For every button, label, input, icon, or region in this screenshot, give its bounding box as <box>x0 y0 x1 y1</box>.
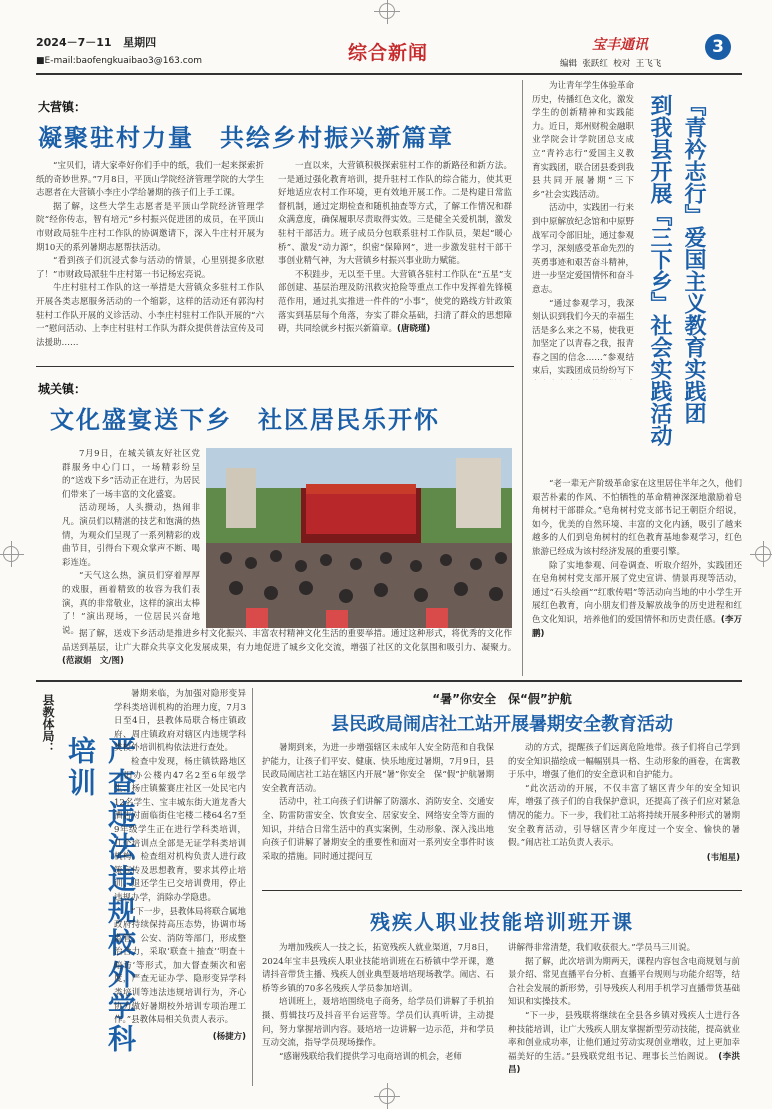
paragraph: 据了解，此次培训为期两天，课程内容包含电商规划与前景介绍、常见直播平台分析、直播平台规则与功能介绍等，结合社会发展的新形势，引导残疾人利用手机学习直播带货基础知识和实操技术。 <box>508 956 740 1008</box>
article-headline: 文化盛宴送下乡 社区居民乐开怀 <box>50 406 440 434</box>
paragraph: “天气这么热，演员们穿着厚厚的戏服，画着精致的妆容为我们表演，真的非常敬业，这样的演出太棒了！”演出现场，一位居民兴奋地说。 <box>62 571 200 636</box>
paragraph: 讲解得非常清楚，我们收获很大。”学员马三川说。 <box>508 943 696 953</box>
paragraph: “宝贝们，请大家牵好你们手中的纸，我们一起来探索折纸的奇妙世界。”7月8日，平顶山学院经济管理学院的大学生志愿者在大营镇小李庄小学给暑期的孩子们上手工课。 <box>36 161 264 199</box>
paragraph: 暑期来临，为加强对隐形变异学科类培训机构的治理力度，7月3日至4日，县教体局联合杨庄镇政府、周庄镇政府对辖区内违规学科类校外培训机构依法进行查处。 <box>114 689 246 754</box>
paragraph: 检查中发现，杨庄镇铁路地区一旧办公楼内47名2至6年级学生、杨庄镇鳌赛庄社区一处民宅内12名学生、宝丰城东街大道龙香大酒店对面临街住宅楼二楼64名7至9年级学生正在进行学科类培训，几个培训点全部是无证学科类培训机构。检查组对机构负责人进行政策宣传及思想教育，要求其停止培训、退还学生已交培训费用，停止违规办学，消除办学隐患。 <box>114 756 246 903</box>
divider <box>36 366 514 367</box>
divider-horizontal <box>36 680 742 682</box>
paragraph <box>532 560 742 642</box>
article-headline: 凝聚驻村力量 共绘乡村振兴新篇章 <box>38 124 454 152</box>
paragraph <box>62 628 512 669</box>
article-kicker: 城关镇： <box>38 382 87 396</box>
divider-vertical-bottom <box>252 688 253 1086</box>
paragraph: “下一步，县教体局将联合属地政府持续保持高压态势，协调市场监管、公安、消防等部门，形成整治合力，采取‘联查＋抽查’‘明查＋暗访’等形式，加大督查频次和密度，严查无证办学、隐形变异学科类培训等违法违规培训行为，齐心协力做好暑期校外培训专项治理工作。”县教体局相关负责人表示。 <box>114 906 246 1026</box>
article-canjiren-peixun <box>262 896 742 1086</box>
article-headline: 县民政局闹店社工站开展暑期安全教育活动 <box>331 714 673 735</box>
article-naodian-shegongzhan <box>262 688 742 878</box>
article-body <box>532 80 634 380</box>
registration-mark-top <box>379 3 395 19</box>
issue-date <box>36 34 156 50</box>
divider <box>262 890 742 891</box>
newspaper-logo: 宝丰通讯 <box>592 37 648 53</box>
article-column-1 <box>36 160 264 350</box>
paragraph: 一直以来，大营镇积极探索驻村工作的新路径和新方法。一是通过强化教育培训，提升驻村工作队的综合能力，使其更好地适应农村工作环境，更有效地开展工作。二是构建日常监督机制，通过定期检查和随机抽查等方式，了解工作情况和群众满意度，确保履职尽责取得实效。三是健全关爱机制，激发驻村干部活力。班子成员分包联系驻村工作队员，架起“暖心桥”、激发“动力源”，织密“保障网”，进一步激发驻村干部干事创业精气神，为大营镇乡村振兴事业助力赋能。 <box>278 161 512 267</box>
paragraph: 据了解，这些大学生志愿者是平顶山学院经济管理学院“经你传志，智有培元”乡村振兴促进团的成员，在平顶山市财政局驻牛庄村工作队的协调邀请下，深入牛庄村开展为期10天的系列暑期志愿帮扶活动。 <box>36 201 264 253</box>
article-column-1 <box>262 742 494 864</box>
paragraph: 活动中，实践团一行来到中原解放纪念馆和中原野战军司令部旧址，通过参观学习，深刻感受革命先烈的英勇事迹和艰苦奋斗精神，进一步坚定爱国情怀和奋斗意志。 <box>532 203 634 295</box>
paragraph <box>278 269 512 337</box>
article-column-2 <box>508 942 740 1078</box>
article-headline-vertical <box>642 94 710 494</box>
date-text: 2024－7－11 <box>36 36 112 49</box>
author-credit: (李洪昌) <box>508 1051 740 1076</box>
paragraph-text: 不积跬步，无以至千里。大营镇各驻村工作队在“五星”支部创建、基层治理及防汛救灾抢险等重点工作中发挥着先锋模范作用，通过扎实推进一件件的“小事”，使党的路线方针政策落实到基层每个角落，夯实了群众基础，扫清了群众的思想障碍，共同绘就乡村振兴新篇章。 <box>278 269 512 335</box>
article-body <box>114 688 246 1042</box>
author-credit: (李万鹏) <box>532 614 742 639</box>
article-column-1 <box>262 942 494 1064</box>
article-kicker: 县教体局： <box>41 694 55 754</box>
paragraph: “看到孩子们沉浸式参与活动的情景，心里别提多欣慰了！”市财政局派驻牛庄村第一书记杨宏亮说。 <box>36 256 264 280</box>
article-jiaotiju <box>36 688 246 1086</box>
article-qingjinzhixing <box>532 80 742 676</box>
author-credit: (韦旭星) <box>706 852 740 863</box>
paragraph: 暑期到来，为进一步增强辖区未成年人安全防范和自我保护能力，让孩子们平安、健康、快乐地度过暑期，7月9日，县民政局闹店社工站在辖区内开展“暑”你安全 保“假”护航暑期安全教育活动。 <box>262 743 494 794</box>
article-photo <box>206 448 512 628</box>
paragraph-text: 据了解，送戏下乡活动是推进乡村文化振兴、丰富农村精神文化生活的重要举措。通过这种形式，将优秀的文化作品送到基层，让广大群众共享 <box>62 629 512 653</box>
registration-mark-left <box>3 546 19 562</box>
author-credit: (范淑娟 文/图) <box>62 656 124 667</box>
paragraph: 活动现场，人头攒动，热闹非凡。演员们以精湛的技艺和饱满的热情，为观众们呈现了一系列精彩的戏曲节目，引得台下观众掌声不断、喝彩连连。 <box>62 503 200 568</box>
header-rule <box>36 73 742 75</box>
article-chengguanzhen <box>36 370 514 670</box>
paragraph: 牛庄村驻村工作队的这一举措是大营镇众多驻村工作队开展各类志愿服务活动的一个缩影，这样的活动还有郭沟村驻村工作队开展的义诊活动、小李庄村驻村工作队开展的“六一”慰问活动、上李庄村驻村工作队为群众提供普法宣传及司法援助…… <box>36 283 264 348</box>
paragraph: 活动中，社工向孩子们讲解了防溺水、消防安全、交通安全、防雷防雷安全、饮食安全、居家安全、网络安全等方面的知识，并结合日常生活中的真实案例，生动形象、深入浅出地向孩子们讲解了暑期安全的重要性和面对一系列安全事件时该采取的措施。同时通过提问互 <box>262 797 494 862</box>
paragraph: “老一辈无产阶级革命家在这里居住半年之久，他们艰苦朴素的作风、不怕牺牲的革命精神深深地激励着皂角树村干部群众。”皂角树村党支部书记王朝臣介绍说，如今，优美的自然环境、丰富的文化内涵，吸引了越来越多的人们到皂角树村的红色教育基地参观学习，红色旅游已经成为该村经济发展的重要引擎。 <box>532 479 742 557</box>
paragraph: “通过参观学习，我深刻认识到我们今天的幸福生活是多么来之不易，使我更加坚定了以青春之我，报青春之国的信念……”参观结束后，实践团成员纷纷写下 <box>532 298 634 377</box>
author-credit: (杨捷方) <box>212 1031 246 1042</box>
article-column-2 <box>508 742 740 863</box>
page-number: 3 <box>712 37 724 57</box>
paragraph: 动的方式，提醒孩子们远离危险地带。孩子们将自己学到的安全知识描绘成一幅幅别具一格、生动形象的画卷，在寓教于乐中，增强了他们的安全意识和自护能力。 <box>508 743 740 781</box>
paragraph: “感谢残联给我们提供学习电商培训的机会，老师 <box>279 1051 462 1062</box>
paragraph: 为增加残疾人一技之长，拓宽残疾人就业渠道，7月8日，2024年宝丰县残疾人职业技能培训班在石桥镇中学开课，邀请抖音带货主播、残疾人创业典型聂培培现场教学。闹店、石桥等乡镇的70多名残疾人学员参加培训。 <box>262 943 494 994</box>
registration-mark-right <box>755 546 771 562</box>
weekday-text: 星期四 <box>123 36 157 49</box>
section-title: 综合新闻 <box>348 42 429 64</box>
paragraph: “此次活动的开展，不仅丰富了辖区青少年的安全知识库，增强了孩子们的自我保护意识，还提高了孩子们应对紧急情况的能力。下一步，我们社工站将持续开展多种形式的暑期安全教育活动，引导辖区青少年度过一个安全、愉快的暑假。”闹店社工站负责人表示。 <box>508 783 740 849</box>
article-column-1 <box>62 448 200 638</box>
headline-line-2: 到我县开展『三下乡』社会实践活动 <box>647 94 672 446</box>
page-number-badge <box>705 34 731 60</box>
article-headline: 残疾人职业技能培训班开课 <box>370 910 634 934</box>
staff-credits: 编辑 张跃红 校对 王飞飞 <box>560 59 662 69</box>
divider-vertical-right <box>522 80 523 676</box>
article-headline-vertical: 严查违法违规校外学科培训 <box>64 736 137 1056</box>
opera-stage-photo <box>206 448 512 628</box>
author-credit: (唐晓瑾) <box>397 324 431 335</box>
article-body-lower <box>532 478 742 641</box>
masthead <box>30 30 742 74</box>
registration-mark-bottom <box>379 1088 395 1104</box>
paragraph: 为让青年学生体验革命历史，传播红色文化，激发学生的创新精神和实践能力。近日，郑州财税金融职业学院会计学院团总支成立“青衿志行”爱国主义教育实践团，联合团县委到我县共同开展暑期“三下乡”社会实践活动。 <box>532 81 634 200</box>
article-bottom-text <box>62 628 512 669</box>
article-dayingzhen <box>36 80 514 362</box>
paragraph-text: “下一步，县残联将继续在全县各乡镇对残疾人士进行各种技能培训，让广大残疾人朋友掌握新型劳动技能，提高就业率和创业成功率，让他们通过劳动实现创业增收，过上更加幸福美好的生活。”县残联党组书记、理事长兰怡阁说。 <box>508 1010 740 1062</box>
article-kicker: 大营镇： <box>38 100 87 114</box>
paragraph: 培训班上，聂培培围绕电子商务，给学员们讲解了手机拍摄、剪辑技巧及抖音平台运营等。学员们认真听讲，主动提问，努力掌握培训内容。聂培培一边讲解一边示范，并和学员互动交流，指导学员现场操作。 <box>262 997 494 1049</box>
email: ■E-mail:baofengkuaibao3@163.com <box>36 56 202 66</box>
article-kicker: “暑”你安全 保“假”护航 <box>432 692 572 706</box>
article-column-2 <box>278 160 512 337</box>
paragraph-text: 除了实地参观、问卷调查、听取介绍外，实践团还在皂角树村党支部开展了党史宣讲、情景再现等活动，通过“石头绘画”“红歌传唱”等活动向当地的中小学生开展红色教育，向小朋友们普及解放战争的历史进程和红色文化知识，培养他们的爱国情怀和历史责任感。 <box>532 560 742 625</box>
headline-line-1: 『青衿志行』爱国主义教育实践团 <box>681 94 706 424</box>
paragraph: 7月9日，在城关镇友好社区党群服务中心门口，一场精彩纷呈的“送戏下乡”活动正在进行，为居民们带来了一场丰富的文化盛宴。 <box>62 449 200 500</box>
paragraph <box>508 1010 740 1078</box>
paragraph-text: 文化发展成果，有力地促进了城乡文化交流，增强了社区的文化氛围和吸引力、凝聚力。 <box>175 642 512 653</box>
